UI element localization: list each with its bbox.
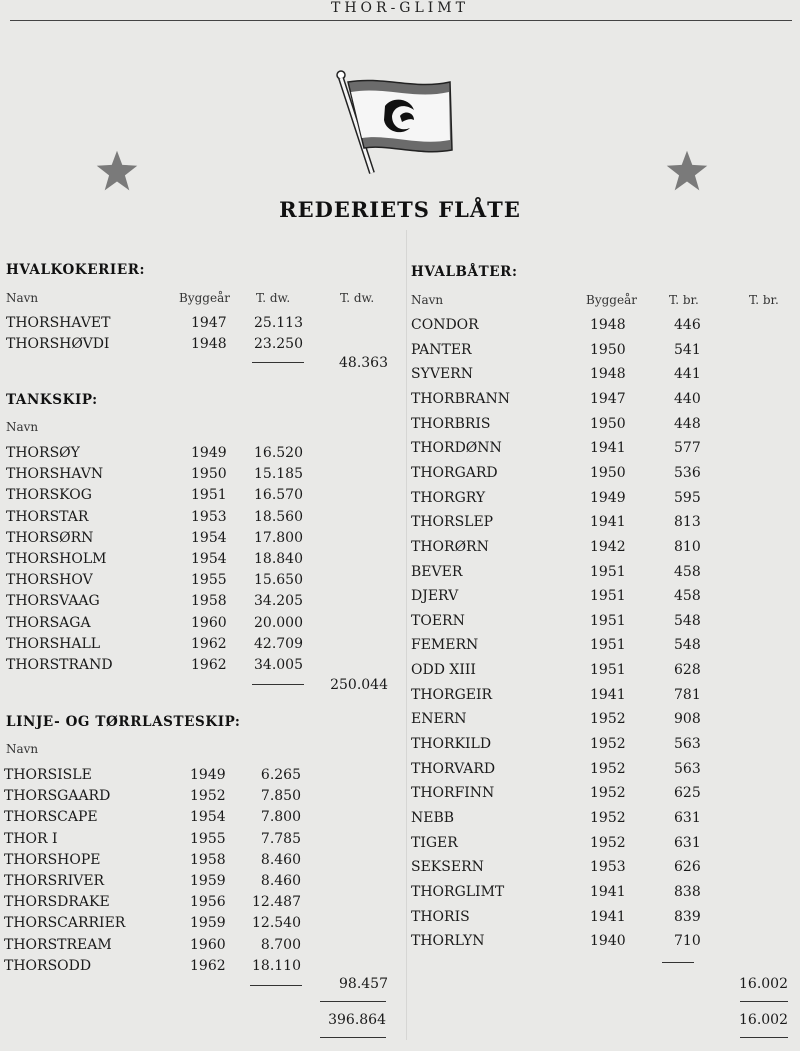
ship-name: THORGRY: [411, 489, 486, 506]
ship-tonnage: 908: [674, 711, 701, 728]
ship-name: THORSVAAG: [6, 593, 100, 610]
ship-tonnage: 23.250: [254, 336, 303, 352]
ship-name: THORSHAVET: [6, 315, 111, 331]
ship-name: DJERV: [411, 588, 459, 605]
ship-tonnage: 34.205: [254, 593, 303, 610]
ship-name: THORSTREAM: [4, 936, 112, 953]
ship-tonnage: 838: [674, 883, 701, 900]
ship-tonnage: 440: [674, 390, 701, 407]
ship-tonnage: 458: [674, 563, 701, 580]
running-head: THOR-GLIMT: [331, 0, 469, 16]
ship-year: 1953: [590, 859, 626, 876]
ship-tonnage: 631: [674, 810, 701, 826]
ship-name: THORSHOLM: [6, 551, 107, 567]
grand-total-rule: [320, 1001, 386, 1002]
ship-name: THORBRANN: [411, 390, 511, 407]
ship-year: 1952: [590, 711, 626, 728]
ship-tonnage: 16.520: [254, 445, 303, 461]
ship-year: 1962: [191, 657, 227, 673]
ship-tonnage: 15.650: [254, 572, 303, 589]
ship-name: ODD XIII: [411, 662, 476, 679]
grand-total-rule: [740, 1001, 788, 1002]
section-title-tankskip: TANKSKIP:: [6, 392, 98, 408]
column-header-tdw-total: T. dw.: [340, 291, 375, 305]
column-header-tbr: T. br.: [669, 293, 699, 307]
ship-name: THORKILD: [411, 736, 492, 753]
ship-tonnage: 563: [674, 760, 701, 777]
ship-year: 1941: [590, 686, 626, 703]
subtotal-rule: [252, 362, 304, 363]
ship-year: 1951: [590, 662, 626, 679]
ship-name: TIGER: [411, 834, 458, 851]
ship-name: THORSAGA: [6, 614, 91, 631]
ship-year: 1956: [190, 894, 226, 911]
ship-name: THORGEIR: [411, 686, 493, 703]
section-title-hvalkokerier: HVALKOKERIER:: [6, 262, 146, 278]
ship-name: THORSØRN: [6, 529, 94, 546]
column-divider: [406, 230, 407, 1040]
ship-name: THORSISLE: [4, 767, 92, 783]
ship-tonnage: 12.487: [252, 894, 301, 911]
star-icon: [665, 149, 709, 193]
ship-tonnage: 25.113: [254, 315, 303, 331]
ship-tonnage: 577: [674, 440, 701, 457]
column-header-navn: Navn: [411, 293, 444, 307]
ship-tonnage: 563: [674, 736, 701, 753]
ship-year: 1951: [590, 563, 626, 580]
ship-year: 1950: [590, 341, 626, 358]
ship-year: 1952: [590, 834, 626, 851]
ship-year: 1960: [190, 936, 226, 953]
ship-tonnage: 595: [674, 489, 701, 506]
ship-year: 1951: [590, 612, 626, 629]
company-flag-logo: [334, 70, 458, 176]
ship-name: THORSHOPE: [4, 851, 101, 868]
ship-name: THORGLIMT: [411, 883, 505, 900]
ship-year: 1951: [191, 487, 227, 504]
ship-year: 1952: [590, 810, 626, 826]
ship-tonnage: 446: [674, 317, 701, 333]
section-subtotal: 16.002: [739, 976, 788, 992]
ship-name: THORSODD: [4, 957, 92, 974]
ship-tonnage: 810: [674, 538, 701, 555]
ship-name: THORVARD: [411, 760, 496, 777]
ship-name: THORSHAVN: [6, 466, 104, 483]
ship-name: THORLYN: [411, 933, 485, 950]
ship-year: 1960: [191, 614, 227, 631]
star-icon: [95, 149, 139, 193]
ship-tonnage: 18.560: [254, 508, 303, 525]
ship-year: 1948: [590, 317, 626, 333]
ship-name: THORGARD: [411, 464, 498, 481]
section-subtotal: 48.363: [339, 355, 388, 371]
section-title-hvalbater: HVALBÅTER:: [411, 264, 518, 280]
ship-name: THOR I: [4, 830, 58, 847]
ship-year: 1950: [590, 415, 626, 432]
ship-tonnage: 541: [674, 341, 701, 358]
ship-year: 1949: [190, 767, 226, 783]
page-title: REDERIETS FLÅTE: [279, 197, 521, 222]
ship-year: 1954: [191, 529, 227, 546]
ship-year: 1955: [191, 572, 227, 589]
ship-year: 1950: [590, 464, 626, 481]
subtotal-rule: [252, 684, 304, 685]
ship-name: THORSCARRIER: [4, 915, 126, 932]
ship-name: THORSHØVDI: [6, 336, 110, 352]
ship-tonnage: 458: [674, 588, 701, 605]
ship-name: NEBB: [411, 810, 455, 826]
ship-tonnage: 34.005: [254, 657, 303, 673]
ship-name: ENERN: [411, 711, 467, 728]
ship-tonnage: 8.460: [260, 851, 301, 868]
ship-tonnage: 441: [674, 366, 701, 383]
column-header-byggear: Byggeår: [179, 291, 230, 305]
ship-year: 1947: [590, 390, 626, 407]
ship-year: 1941: [590, 514, 626, 531]
ship-year: 1951: [590, 588, 626, 605]
ship-name: THORSLEP: [411, 514, 494, 531]
ship-year: 1950: [191, 466, 227, 483]
ship-name: FEMERN: [411, 637, 479, 654]
ship-name: SYVERN: [411, 366, 473, 383]
ship-year: 1942: [590, 538, 626, 555]
ship-name: BEVER: [411, 563, 463, 580]
ship-tonnage: 8.700: [260, 936, 301, 953]
ship-name: THORSCAPE: [4, 809, 98, 826]
ship-name: THORSTAR: [6, 508, 89, 525]
ship-name: THORIS: [411, 908, 470, 925]
ship-tonnage: 7.850: [260, 788, 301, 805]
subtotal-rule: [662, 962, 694, 963]
column-header-navn: Navn: [6, 291, 39, 305]
grand-total-rule: [320, 1037, 386, 1038]
ship-year: 1955: [190, 830, 226, 847]
ship-year: 1952: [190, 788, 226, 805]
column-header-tbr-total: T. br.: [749, 293, 779, 307]
ship-name: THORFINN: [411, 785, 495, 802]
ship-tonnage: 42.709: [254, 635, 303, 652]
ship-year: 1952: [590, 785, 626, 802]
ship-tonnage: 12.540: [252, 915, 301, 932]
ship-name: THORSRIVER: [4, 873, 105, 889]
ship-year: 1959: [190, 873, 226, 889]
column-header-byggear: Byggeår: [586, 293, 637, 307]
ship-tonnage: 548: [674, 637, 701, 654]
ship-name: THORSDRAKE: [4, 894, 110, 911]
column-header-tdw: T. dw.: [256, 291, 291, 305]
ship-tonnage: 839: [674, 908, 701, 925]
section-subtotal: 250.044: [330, 677, 388, 693]
ship-year: 1953: [191, 508, 227, 525]
ship-tonnage: 20.000: [254, 614, 303, 631]
ship-year: 1952: [590, 760, 626, 777]
ship-tonnage: 710: [674, 933, 701, 950]
ship-year: 1959: [190, 915, 226, 932]
ship-name: THORSØY: [6, 445, 80, 461]
ship-tonnage: 625: [674, 785, 701, 802]
ship-name: PANTER: [411, 341, 472, 358]
ship-tonnage: 781: [674, 686, 701, 703]
section-title-linje: LINJE- OG TØRRLASTESKIP:: [6, 714, 241, 730]
ship-tonnage: 448: [674, 415, 701, 432]
ship-tonnage: 7.785: [260, 830, 301, 847]
ship-name: THORSHALL: [6, 635, 101, 652]
ship-tonnage: 548: [674, 612, 701, 629]
ship-year: 1948: [590, 366, 626, 383]
header-rule: [10, 20, 792, 21]
ship-tonnage: 15.185: [254, 466, 303, 483]
section-subtotal: 98.457: [339, 976, 388, 992]
subtotal-rule: [250, 985, 302, 986]
ship-year: 1958: [190, 851, 226, 868]
ship-year: 1951: [590, 637, 626, 654]
ship-year: 1954: [191, 551, 227, 567]
ship-tonnage: 631: [674, 834, 701, 851]
ship-year: 1949: [590, 489, 626, 506]
grand-total-rule: [740, 1037, 788, 1038]
ship-year: 1940: [590, 933, 626, 950]
ship-name: TOERN: [411, 612, 465, 629]
ship-name: CONDOR: [411, 317, 479, 333]
ship-tonnage: 628: [674, 662, 701, 679]
ship-year: 1941: [590, 440, 626, 457]
ship-name: THORSGAARD: [4, 788, 111, 805]
ship-year: 1949: [191, 445, 227, 461]
ship-year: 1962: [191, 635, 227, 652]
ship-year: 1941: [590, 883, 626, 900]
ship-tonnage: 813: [674, 514, 701, 531]
column-header-navn: Navn: [6, 420, 39, 434]
grand-total: 396.864: [328, 1012, 386, 1028]
ship-name: THORSTRAND: [6, 657, 113, 673]
ship-tonnage: 18.840: [254, 551, 303, 567]
ship-tonnage: 18.110: [252, 957, 301, 974]
column-header-navn: Navn: [6, 742, 39, 756]
ship-year: 1947: [191, 315, 227, 331]
ship-year: 1962: [190, 957, 226, 974]
ship-tonnage: 626: [674, 859, 701, 876]
ship-tonnage: 6.265: [260, 767, 301, 783]
ship-year: 1954: [190, 809, 226, 826]
ship-name: THORSKOG: [6, 487, 92, 504]
ship-tonnage: 16.570: [254, 487, 303, 504]
ship-year: 1948: [191, 336, 227, 352]
ship-tonnage: 8.460: [260, 873, 301, 889]
ship-name: THORSHOV: [6, 572, 93, 589]
ship-year: 1941: [590, 908, 626, 925]
ship-tonnage: 536: [674, 464, 701, 481]
ship-name: THORBRIS: [411, 415, 491, 432]
ship-year: 1952: [590, 736, 626, 753]
ship-name: THORDØNN: [411, 440, 502, 457]
ship-name: SEKSERN: [411, 859, 484, 876]
ship-tonnage: 7.800: [260, 809, 301, 826]
ship-name: THORØRN: [411, 538, 489, 555]
grand-total: 16.002: [739, 1012, 788, 1028]
ship-year: 1958: [191, 593, 227, 610]
ship-tonnage: 17.800: [254, 529, 303, 546]
